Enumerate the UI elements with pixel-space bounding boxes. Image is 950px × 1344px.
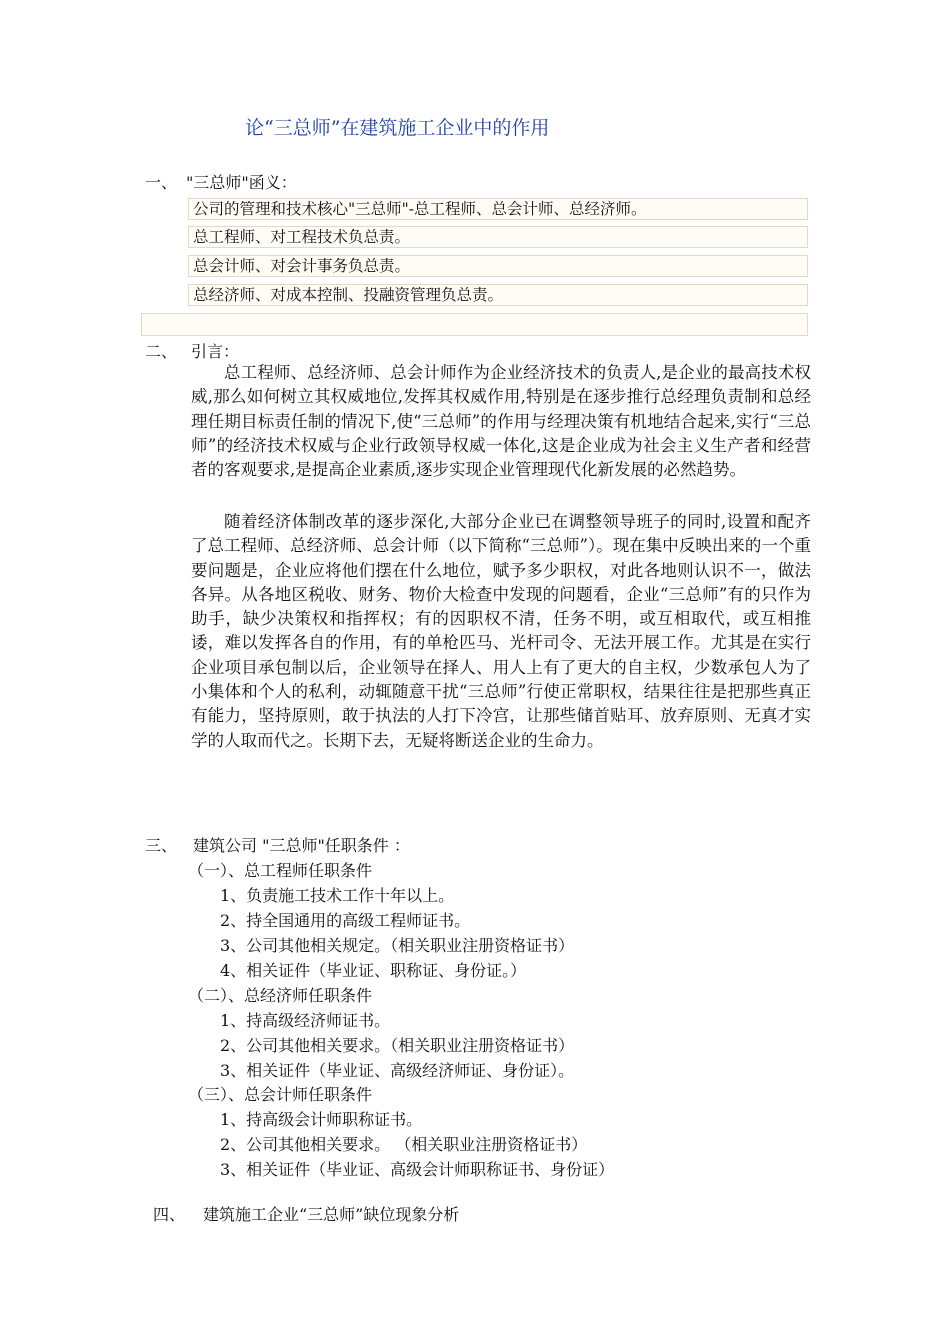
section-3-number: 三、 — [145, 836, 178, 855]
list-item: 2、公司其他相关要求。 （相关职业注册资格证书） — [220, 1135, 588, 1154]
section-2-number: 二、 — [145, 342, 178, 361]
list-item: 3、相关证件（毕业证、高级经济师证、身份证）。 — [220, 1061, 575, 1080]
intro-paragraph-2: 随着经济体制改革的逐步深化,大部分企业已在调整领导班子的同时,设置和配齐了总工程师、总经济师、总会计师（以下简称“三总师”）。现在集中反映出来的一个重要问题是，企业应将他们摆在什么地位，赋予多少职权，对此各地则认识不一，做法各异。从各地区税收、财务、物价大检查中发现的问题看，企业“三总师”有的只作为助手，缺少决策权和指挥权；有的因职权不清，任务不明，或互相取代，或互相推诿，难以发挥各自的作用，有的单枪匹马、光杆司令、无法开展工作。尤其是在实行企业项目承包制以后，企业领导在择人、用人上有了更大的自主权，少数承包人为了小集体和个人的私利，动辄随意干扰“三总师”行使正常职权，结果往往是把那些真正有能力，坚持原则，敢于执法的人打下冷宫，让那些储首贴耳、放弃原则、无真才实学的人取而代之。长期下去，无疑将断送企业的生命力。 — [191, 512, 811, 750]
section-2-heading: 引言： — [191, 342, 240, 361]
definition-box-chief-economist: 总经济师、对成本控制、投融资管理负总责。 — [188, 284, 808, 306]
section-4-number: 四、 — [153, 1205, 186, 1224]
intro-paragraph-1: 总工程师、总经济师、总会计师作为企业经济技术的负责人,是企业的最高技术权威,那么如何树立其权威地位,发挥其权威作用,特别是在逐步推行总经理负责制和总经理任期目标责任制的情况下,使“三总师”的作用与经理决策有机地结合起来,实行“三总师”的经济技术权威与企业行政领导权威一体化,这是企业成为社会主义生产者和经营者的客观要求,是提高企业素质,逐步实现企业管理现代化新发展的必然趋势。 — [191, 363, 811, 480]
list-item: 4、相关证件（毕业证、职称证、身份证。） — [220, 961, 527, 980]
list-item: 2、公司其他相关要求。（相关职业注册资格证书） — [220, 1036, 575, 1055]
list-item: 1、持高级经济师证书。 — [220, 1011, 391, 1030]
group-title-chief-economist: （二）、总经济师任职条件 — [188, 986, 373, 1005]
section-4-heading: 建筑施工企业“三总师”缺位现象分析 — [203, 1205, 460, 1224]
definition-box-chief-engineer: 总工程师、对工程技术负总责。 — [188, 226, 808, 248]
list-item: 2、持全国通用的高级工程师证书。 — [220, 911, 471, 930]
list-item: 1、持高级会计师职称证书。 — [220, 1110, 423, 1129]
section-1-heading: "三总师"函义： — [186, 173, 297, 192]
empty-box — [141, 313, 808, 336]
section-3-heading: 建筑公司 "三总师"任职条件 ： — [193, 836, 410, 855]
document-title: 论“三总师”在建筑施工企业中的作用 — [245, 117, 550, 139]
group-title-chief-accountant: （三）、总会计师任职条件 — [188, 1085, 373, 1104]
group-title-chief-engineer: （一）、总工程师任职条件 — [188, 861, 373, 880]
definition-box-core: 公司的管理和技术核心"三总师"-总工程师、总会计师、总经济师。 — [188, 198, 808, 220]
definition-box-chief-accountant: 总会计师、对会计事务负总责。 — [188, 255, 808, 277]
list-item: 3、公司其他相关规定。（相关职业注册资格证书） — [220, 936, 575, 955]
list-item: 1、负责施工技术工作十年以上。 — [220, 886, 455, 905]
list-item: 3、相关证件（毕业证、高级会计师职称证书、身份证） — [220, 1160, 615, 1179]
section-1-number: 一、 — [145, 173, 178, 192]
